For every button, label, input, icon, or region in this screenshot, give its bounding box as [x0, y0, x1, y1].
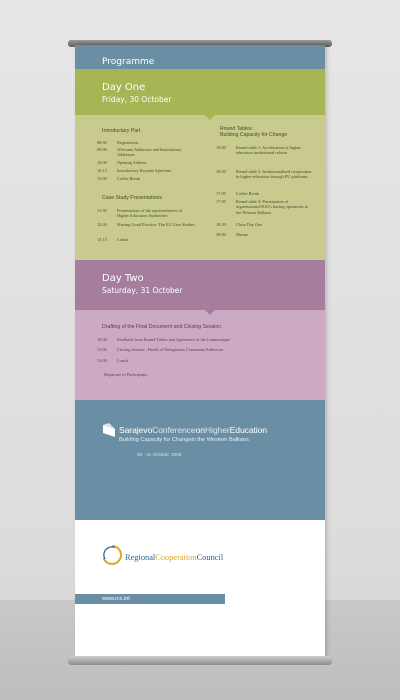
logo-area	[75, 520, 325, 657]
schedule-row: 11:00 Coffee Break	[97, 176, 140, 181]
section-heading: Introductary Part	[102, 128, 141, 134]
roll-up-banner	[75, 45, 325, 657]
section-heading: Case Study Presentations	[102, 195, 162, 201]
departure-note: Departure of Participants	[104, 372, 148, 377]
schedule-row: 13:15 Lunch	[97, 237, 128, 242]
schedule-row: 20:00 Dinner	[216, 232, 248, 237]
schedule-row: 12:00 Lunch	[97, 358, 128, 363]
schedule-row: 17:30 Round table 3: Presentation of organisations/NGO's having operations in the Western Balkans	[216, 199, 308, 215]
rcc-circle-logo-icon	[101, 544, 123, 566]
schedule-row: 10:00 Opening Address	[97, 160, 147, 165]
schedule-row: 10:00 Feedback from Round Tables and Agreement of the Communiqué	[97, 337, 231, 342]
website-strip	[75, 594, 225, 604]
rcc-name: RegionalCooperationCouncil	[125, 553, 224, 562]
speech-notch	[205, 310, 215, 315]
day-two-date: Saturday, 31 October	[102, 286, 183, 295]
schedule-row: 08:30 Registration	[97, 140, 139, 145]
bottom-base	[68, 656, 332, 665]
schedule-row: 16:00 Round table 2: Institutionalised cooperation in higher education through EU platforms	[216, 169, 312, 180]
schedule-row: 10:15 Introductory Keynote Speeches	[97, 168, 172, 173]
schedule-row: 11:00 Closing Session , Heads of Delegations Comments/Addresses	[97, 347, 224, 352]
day-two-header	[75, 260, 325, 310]
website-link[interactable]: www.rcc.int	[102, 596, 130, 602]
programme-title: Programme	[102, 57, 155, 67]
schedule-row: 09:00 Welcome Addresses and Introductory Addresses	[97, 147, 182, 158]
day-one-header	[75, 69, 325, 115]
day-one-title: Day One	[102, 82, 146, 93]
conference-block	[75, 400, 325, 520]
schedule-row: 11:30 Presentations of the representatives of Higher Education Authorities	[97, 208, 183, 219]
programme-header	[75, 45, 325, 69]
day-two-schedule	[75, 310, 325, 400]
round-tables-heading: Round Tables: Building Capacity for Change	[220, 126, 288, 138]
day-one-date: Friday, 30 October	[102, 95, 172, 104]
section-heading: Drafting of the Final Document and Closing Session	[102, 324, 222, 330]
day-two-title: Day Two	[102, 273, 144, 284]
conference-name: SarajevoConferenceonHigherEducation	[119, 425, 267, 435]
schedule-row: 15:00 Round table 1: Acceleration of higher education institutional reform	[216, 145, 301, 156]
conference-dates: 30 - 31 October, 2009	[137, 452, 182, 457]
conference-subtitle: Building Capacity for Changein the Western Balkans	[119, 437, 249, 443]
conference-cube-logo-icon	[101, 423, 117, 439]
schedule-row: 18:20 Close Day One	[216, 222, 263, 227]
speech-notch	[205, 115, 215, 120]
schedule-row: 12:30 Sharing Good Practice: The EU Case Studies	[97, 222, 195, 227]
schedule-row: 17:00 Coffee Break	[216, 191, 259, 196]
